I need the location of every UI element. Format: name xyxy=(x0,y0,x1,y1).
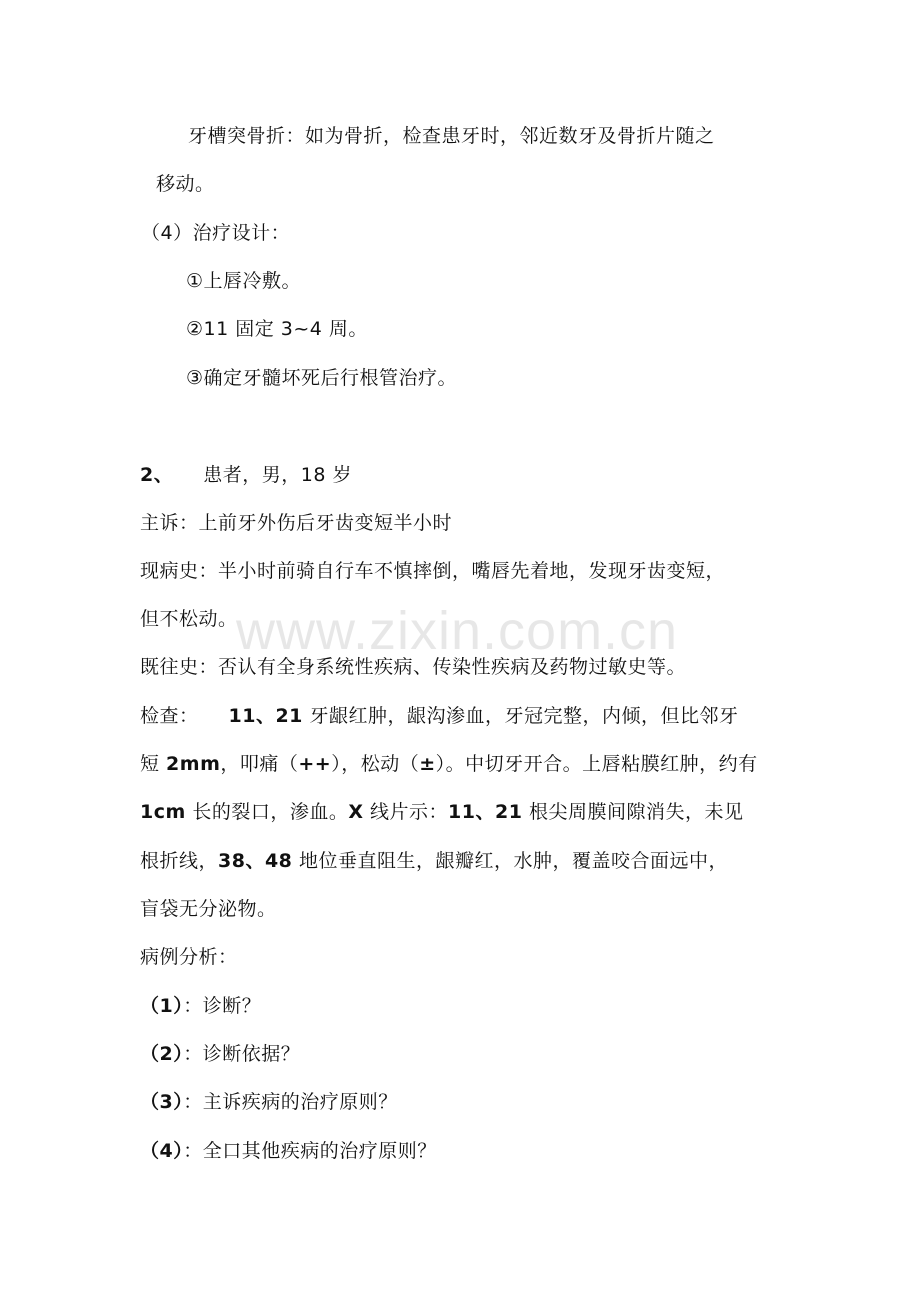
exam-value: X xyxy=(348,801,364,823)
treatment-step-3: ③确定牙髓坏死后行根管治疗。 xyxy=(186,367,458,389)
exam-text: ，叩痛（ xyxy=(220,753,299,775)
question-number: （4） xyxy=(140,1140,184,1162)
exam-value: ++ xyxy=(298,753,332,775)
watermark: www.zixin.com.cn xyxy=(236,601,679,661)
exam-line3 xyxy=(140,800,743,824)
exam-text: ），松动（ xyxy=(331,753,420,775)
question-number: （2） xyxy=(140,1043,184,1065)
question-number: （1） xyxy=(140,995,184,1017)
question-number: （3） xyxy=(140,1091,184,1113)
exam-text: 根尖周膜间隙消失，未见 xyxy=(522,801,744,823)
question-1 xyxy=(140,994,261,1018)
case-header xyxy=(140,463,352,487)
exam-text: ）。中切牙开合。上唇粘膜红肿，约有 xyxy=(435,753,758,775)
exam-line1 xyxy=(140,704,738,728)
exam-value: 38、48 xyxy=(218,850,293,872)
present-history-line1: 现病史：半小时前骑自行车不慎摔倒，嘴唇先着地，发现牙齿变短， xyxy=(140,560,726,582)
present-history-line2: 但不松动。 xyxy=(140,608,238,630)
case-number: 2、 xyxy=(140,464,174,486)
exam-value: ± xyxy=(419,753,436,775)
exam-line2 xyxy=(140,752,758,776)
treatment-heading: （4）治疗设计： xyxy=(141,222,291,244)
exam-text: 牙龈红肿，龈沟渗血，牙冠完整，内倾，但比邻牙 xyxy=(302,705,739,727)
question-2 xyxy=(140,1042,300,1066)
alveolar-fracture-line2: 移动。 xyxy=(156,173,215,195)
exam-text: 地位垂直阻生，龈瓣红，水肿，覆盖咬合面远中， xyxy=(292,850,728,872)
treatment-step-1: ①上唇冷敷。 xyxy=(186,270,302,292)
exam-value: 1cm xyxy=(140,801,186,823)
question-text: ：主诉疾病的治疗原则？ xyxy=(183,1091,398,1113)
question-4 xyxy=(140,1139,437,1163)
question-text: ：诊断依据？ xyxy=(183,1043,301,1065)
question-3 xyxy=(140,1090,398,1114)
exam-line4 xyxy=(140,849,728,873)
exam-tooth-numbers: 11、21 xyxy=(228,705,303,727)
exam-text: 短 xyxy=(140,753,167,775)
case-analysis-heading: 病例分析： xyxy=(140,946,238,968)
case-patient: 患者，男，18 岁 xyxy=(203,464,352,486)
question-text: ：全口其他疾病的治疗原则？ xyxy=(183,1140,437,1162)
chief-complaint: 主诉：上前牙外伤后牙齿变短半小时 xyxy=(140,512,453,534)
exam-label: 检查： xyxy=(140,705,199,727)
exam-text: 长的裂口，渗血。 xyxy=(185,801,349,823)
past-history: 既往史：否认有全身系统性疾病、传染性疾病及药物过敏史等。 xyxy=(140,656,687,678)
exam-value: 11、21 xyxy=(448,801,523,823)
exam-line5: 盲袋无分泌物。 xyxy=(140,898,277,920)
exam-text: 线片示： xyxy=(363,801,449,823)
exam-text: 根折线， xyxy=(140,850,219,872)
treatment-step-2: ②11 固定 3~4 周。 xyxy=(186,318,368,340)
question-text: ：诊断？ xyxy=(183,995,262,1017)
exam-value: 2mm xyxy=(166,753,221,775)
alveolar-fracture-line1: 牙槽突骨折：如为骨折，检查患牙时，邻近数牙及骨折片随之 xyxy=(188,125,715,147)
